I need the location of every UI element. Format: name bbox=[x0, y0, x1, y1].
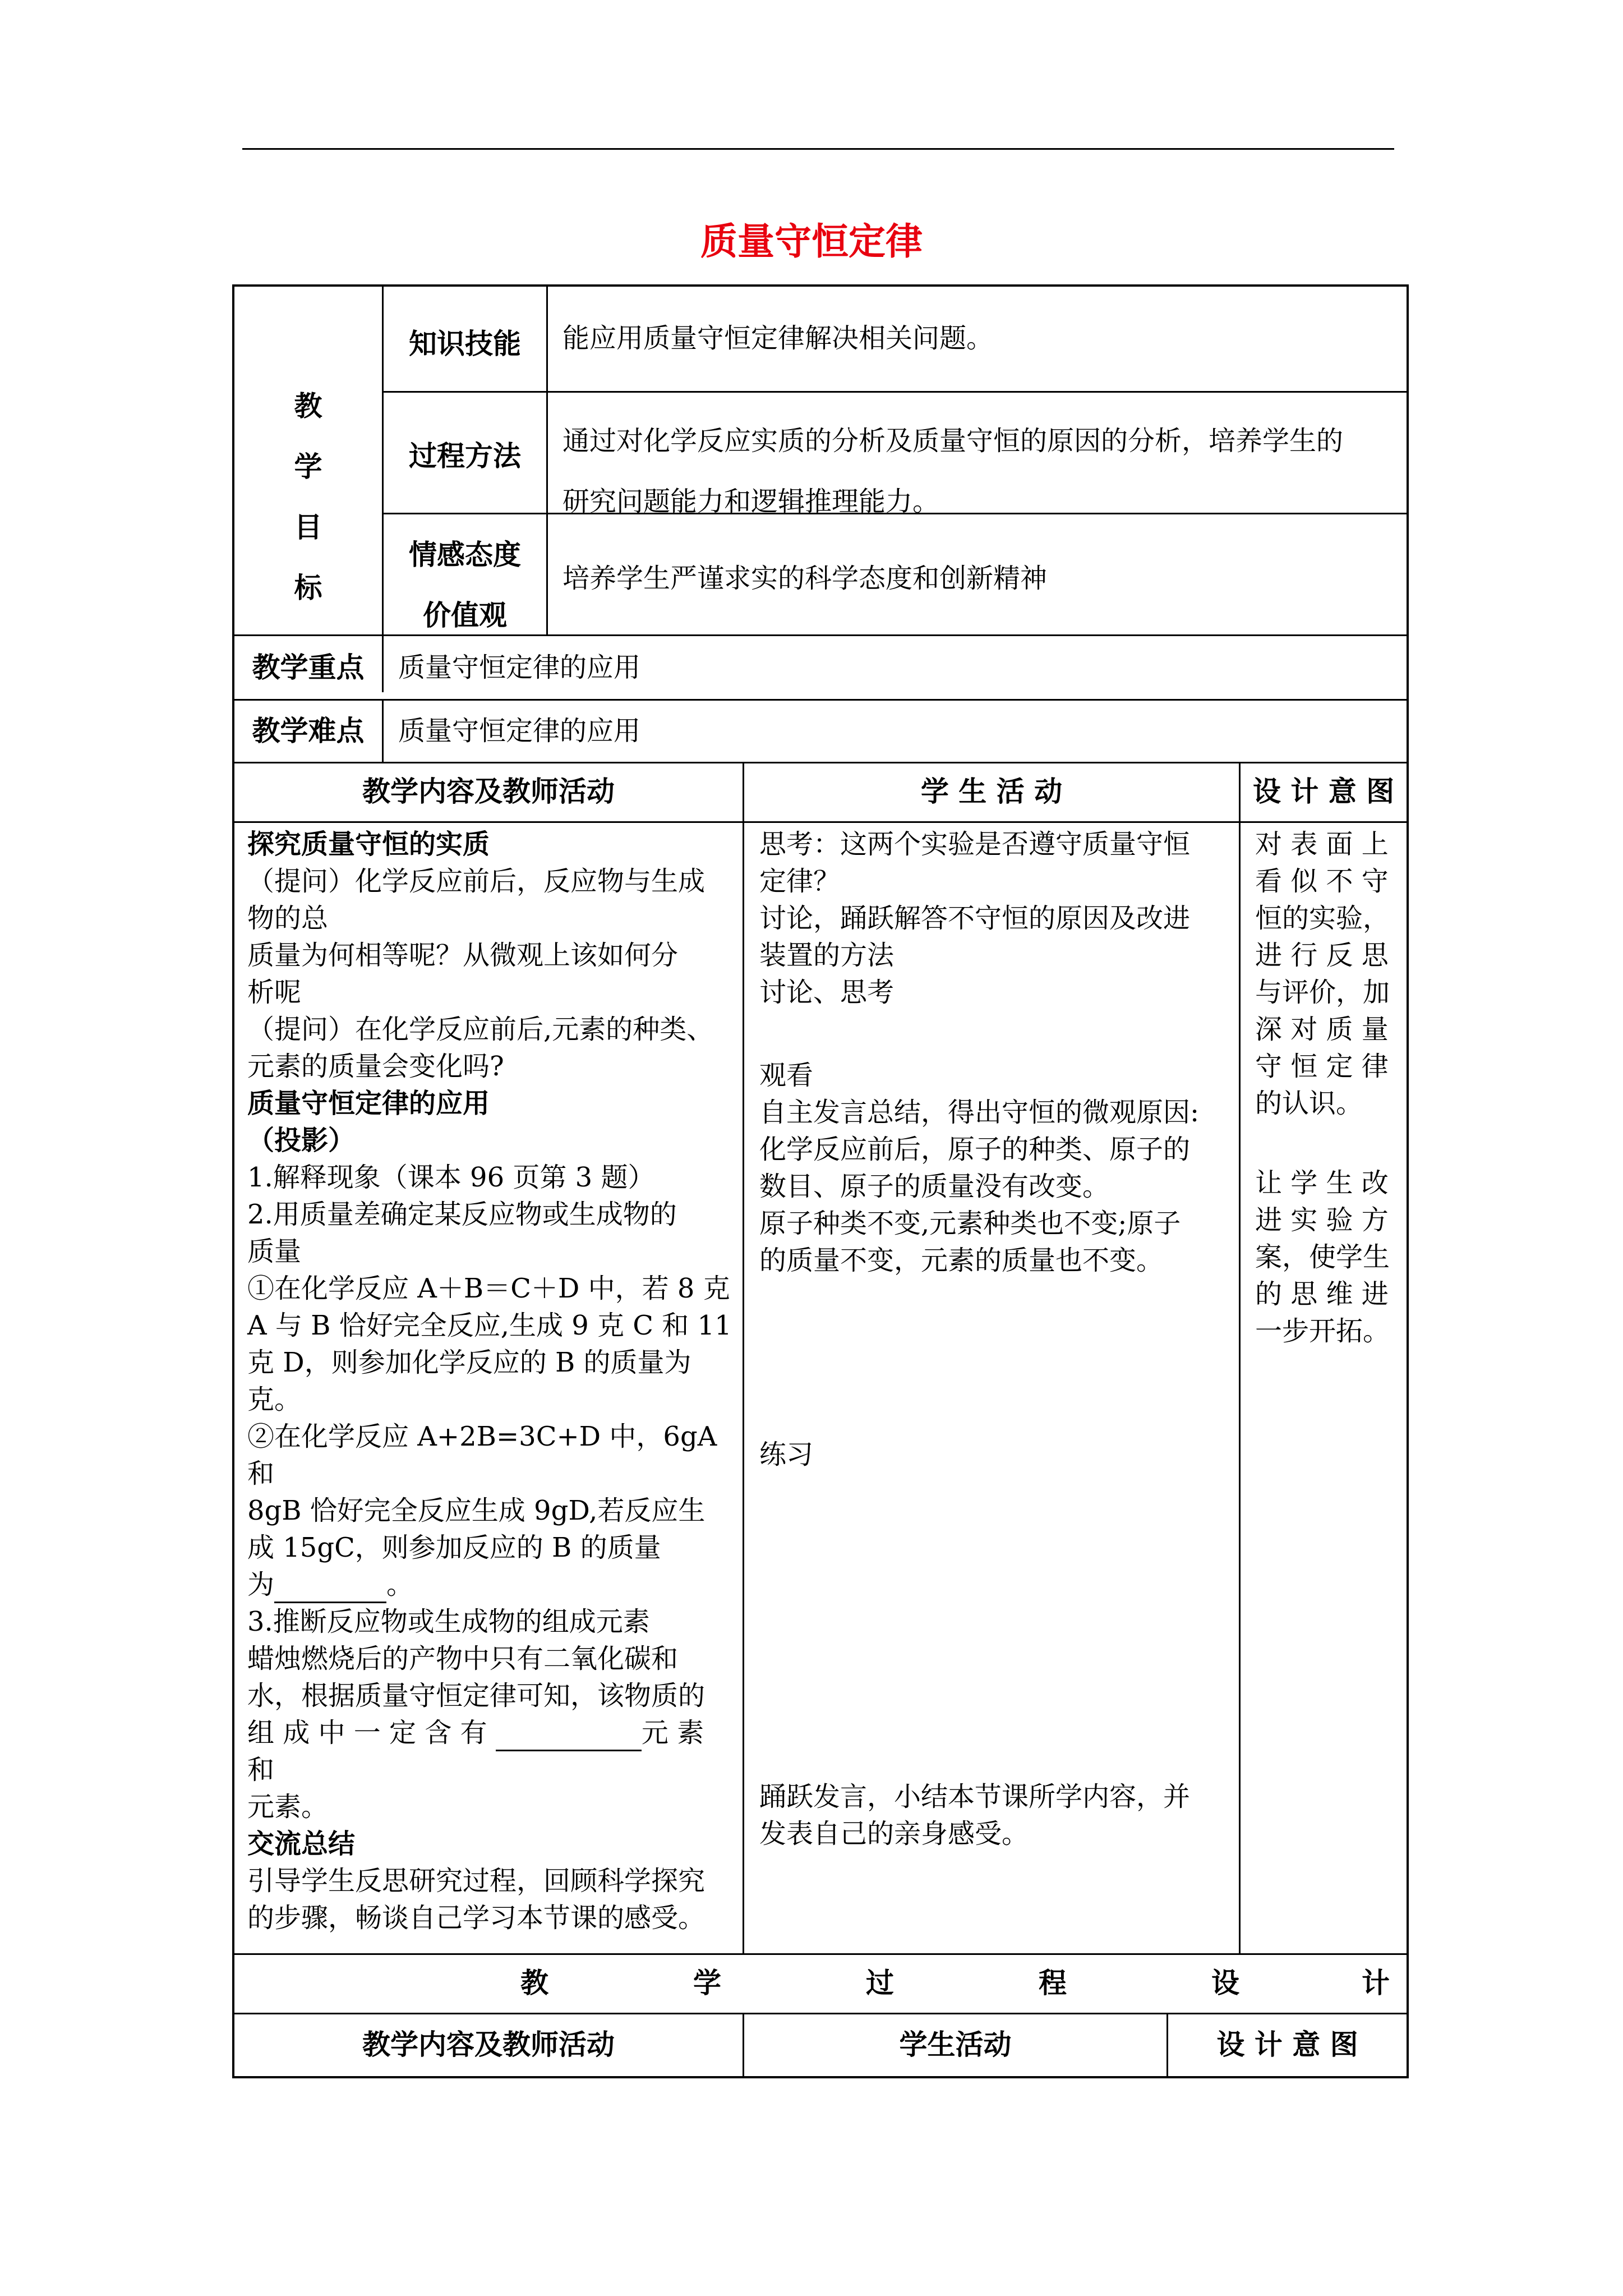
teacher-line bbox=[247, 1418, 735, 1492]
header-design: 设 计 意 图 bbox=[1252, 775, 1395, 808]
teacher-line bbox=[247, 1825, 735, 1862]
teacher-line bbox=[247, 1122, 735, 1159]
page-title: 质量守恒定律 bbox=[700, 219, 923, 263]
teacher-line-text: 引导学生反思研究过程，回顾科学探究 bbox=[247, 1865, 706, 1897]
teacher-line-text: （提问）在化学反应前后,元素的种类、 bbox=[247, 1014, 714, 1045]
answer-blank bbox=[274, 1572, 386, 1603]
teacher-line-text: 3.推断反应物或生成物的组成元素 bbox=[247, 1606, 650, 1637]
footer-header-student: 学生活动 bbox=[899, 2028, 1012, 2061]
teacher-line-text: 8gB 恰好完全反应生成 9gD,若反应生 bbox=[247, 1495, 706, 1526]
design-line: 对 表 面 上 bbox=[1255, 829, 1389, 860]
teacher-line-text: （投影） bbox=[247, 1125, 356, 1156]
student-line: 踊跃发言，小结本节课所学内容，并 bbox=[759, 1781, 1191, 1812]
teacher-line bbox=[247, 1307, 735, 1344]
student-line: 的质量不变，元素的质量也不变。 bbox=[759, 1245, 1164, 1276]
teacher-line bbox=[247, 1381, 735, 1418]
teacher-line-text: 水，根据质量守恒定律可知，该物质的 bbox=[247, 1680, 706, 1711]
design-line: 案，使学生 bbox=[1255, 1241, 1390, 1273]
difficulty-text: 质量守恒定律的应用 bbox=[398, 715, 641, 747]
teacher-line bbox=[247, 1640, 735, 1677]
objective-text-line: 研究问题能力和逻辑推理能力。 bbox=[562, 486, 940, 517]
process-design-char: 过 bbox=[866, 1966, 894, 1999]
objective-label-line: 情感态度 bbox=[409, 538, 521, 571]
teacher-line-text: 为 bbox=[247, 1569, 275, 1600]
teacher-line bbox=[247, 1788, 735, 1825]
teacher-line bbox=[247, 1899, 735, 1936]
student-line: 思考：这两个实验是否遵守质量守恒 bbox=[759, 829, 1191, 860]
design-line: 的认识。 bbox=[1255, 1088, 1363, 1119]
teacher-line bbox=[247, 1529, 735, 1566]
difficulty-label: 教学难点 bbox=[252, 714, 365, 747]
student-line: 装置的方法 bbox=[759, 940, 895, 971]
student-line: 发表自己的亲身感受。 bbox=[759, 1818, 1029, 1849]
design-intent-reflect bbox=[1255, 826, 1401, 1122]
teacher-line-text: 质量 bbox=[247, 1236, 302, 1267]
design-line: 让 学 生 改 bbox=[1255, 1167, 1389, 1199]
process-design-char: 教 bbox=[520, 1966, 548, 1999]
teacher-line bbox=[247, 1270, 735, 1307]
student-line: 练习 bbox=[759, 1439, 814, 1470]
key-point-text: 质量守恒定律的应用 bbox=[398, 652, 641, 683]
objective-label-knowledge: 知识技能 bbox=[409, 327, 521, 360]
teacher-line-text: ②在化学反应 A+2B=3C+D 中，6gA 和 bbox=[247, 1421, 717, 1489]
student-line: 讨论、思考 bbox=[759, 977, 895, 1008]
objective-label-process: 过程方法 bbox=[409, 439, 521, 472]
objectives-label-char: 教 bbox=[294, 389, 322, 422]
teacher-line bbox=[247, 1344, 735, 1381]
teacher-line-text: 克。 bbox=[247, 1384, 302, 1415]
teacher-line-text: 物的总 bbox=[247, 903, 329, 934]
header-student: 学 生 活 动 bbox=[920, 775, 1063, 808]
teacher-line-text: 蜡烛燃烧后的产物中只有二氧化碳和 bbox=[247, 1643, 679, 1674]
teacher-line bbox=[247, 974, 735, 1011]
design-line: 一步开拓。 bbox=[1255, 1315, 1390, 1347]
teacher-line bbox=[247, 1714, 735, 1788]
teacher-line-text: ①在化学反应 A＋B＝C＋D 中，若 8 克 bbox=[247, 1273, 730, 1304]
grid-line bbox=[546, 284, 548, 634]
design-line: 进 实 验 方 bbox=[1255, 1204, 1389, 1236]
teacher-line-text: 成 15gC，则参加反应的 B 的质量 bbox=[247, 1532, 661, 1563]
student-line: 自主发言总结，得出守恒的微观原因: bbox=[759, 1097, 1200, 1128]
design-intent-improve bbox=[1255, 1165, 1401, 1350]
teacher-line-text: 探究质量守恒的实质 bbox=[247, 829, 490, 860]
teacher-line-suffix: 。 bbox=[386, 1569, 414, 1600]
answer-blank bbox=[496, 1720, 642, 1751]
student-line: 原子种类不变,元素种类也不变;原子 bbox=[759, 1208, 1181, 1239]
teacher-line bbox=[247, 1862, 735, 1899]
teacher-line-text: 质量守恒定律的应用 bbox=[247, 1088, 490, 1119]
design-line: 与评价，加 bbox=[1255, 977, 1390, 1008]
teacher-line-text: 质量为何相等呢？从微观上该如何分 bbox=[247, 940, 679, 971]
key-point-label: 教学重点 bbox=[252, 651, 365, 684]
grid-line bbox=[382, 699, 384, 762]
process-design-char: 计 bbox=[1362, 1966, 1390, 1999]
teacher-line bbox=[247, 1677, 735, 1714]
teacher-activities bbox=[247, 826, 735, 1936]
objectives-label-char: 目 bbox=[294, 510, 322, 544]
student-activities-observe bbox=[759, 1057, 1236, 1279]
objective-text-line: 通过对化学反应实质的分析及质量守恒的原因的分析，培养学生的 bbox=[562, 425, 1344, 457]
teacher-line-text: 克 D，则参加化学反应的 B 的质量为 bbox=[247, 1347, 691, 1378]
teacher-line bbox=[247, 1603, 735, 1640]
teacher-line-text: 交流总结 bbox=[247, 1828, 356, 1860]
grid-line bbox=[232, 1953, 1409, 1955]
teacher-line bbox=[247, 1233, 735, 1270]
teacher-line-suffix: 元 素 和 bbox=[247, 1717, 704, 1786]
header-rule bbox=[242, 148, 1394, 150]
teacher-line-text: A 与 B 恰好完全反应,生成 9 克 C 和 11 bbox=[247, 1310, 732, 1341]
footer-header-teacher: 教学内容及教师活动 bbox=[362, 2028, 615, 2061]
process-design-char: 学 bbox=[693, 1966, 721, 1999]
teacher-line bbox=[247, 1085, 735, 1122]
objective-label-attitude bbox=[384, 524, 546, 646]
objectives-label-char: 学 bbox=[294, 450, 322, 483]
teacher-line-text: 元素。 bbox=[247, 1791, 329, 1823]
grid-line bbox=[232, 699, 1409, 701]
grid-line bbox=[232, 762, 1409, 763]
teacher-line-text: （提问）化学反应前后，反应物与生成 bbox=[247, 866, 706, 897]
grid-line bbox=[1239, 762, 1241, 1953]
design-line: 守 恒 定 律 bbox=[1255, 1051, 1389, 1082]
teacher-line bbox=[247, 1048, 735, 1085]
grid-line bbox=[232, 2013, 1409, 2014]
objectives-label-char: 标 bbox=[294, 571, 322, 604]
teacher-line-text: 组 成 中 一 定 含 有 bbox=[247, 1717, 496, 1749]
grid-line bbox=[382, 391, 1409, 393]
student-activities-think bbox=[759, 826, 1230, 1011]
teacher-line-text: 元素的质量会变化吗? bbox=[247, 1051, 504, 1082]
teacher-line bbox=[247, 937, 735, 974]
teacher-line bbox=[247, 900, 735, 937]
objective-text-process bbox=[562, 411, 1404, 532]
objective-label-line: 价值观 bbox=[423, 599, 507, 632]
teacher-line-text: 1.解释现象（课本 96 页第 3 题） bbox=[247, 1162, 655, 1193]
student-line: 观看 bbox=[759, 1060, 814, 1091]
student-line: 数目、原子的质量没有改变。 bbox=[759, 1171, 1110, 1202]
design-line: 深 对 质 量 bbox=[1255, 1014, 1389, 1045]
objective-text-attitude: 培养学生严谨求实的科学态度和创新精神 bbox=[562, 563, 1048, 594]
process-design-char: 设 bbox=[1211, 1966, 1239, 1999]
teacher-line bbox=[247, 1196, 735, 1233]
teacher-line bbox=[247, 1159, 735, 1196]
student-line: 化学反应前后，原子的种类、原子的 bbox=[759, 1134, 1191, 1165]
design-line: 进 行 反 思 bbox=[1255, 940, 1389, 971]
student-activities-summary bbox=[759, 1778, 1230, 1852]
design-line: 的 思 维 进 bbox=[1255, 1278, 1389, 1310]
design-line: 恒的实验， bbox=[1255, 903, 1390, 934]
student-line: 讨论，踊跃解答不守恒的原因及改进 bbox=[759, 903, 1191, 934]
teacher-line bbox=[247, 863, 735, 900]
teacher-line bbox=[247, 1492, 735, 1529]
teacher-line bbox=[247, 1566, 735, 1603]
student-line: 定律？ bbox=[759, 866, 841, 897]
teacher-line bbox=[247, 826, 735, 863]
grid-line bbox=[232, 821, 1409, 823]
objective-text-knowledge: 能应用质量守恒定律解决相关问题。 bbox=[562, 323, 994, 354]
grid-line bbox=[743, 762, 744, 1953]
process-design-char: 程 bbox=[1039, 1966, 1067, 1999]
objectives-label bbox=[234, 376, 382, 618]
header-teacher: 教学内容及教师活动 bbox=[362, 775, 615, 808]
teacher-line-text: 2.用质量差确定某反应物或生成物的 bbox=[247, 1199, 677, 1230]
design-line: 看 似 不 守 bbox=[1255, 866, 1389, 897]
teacher-line bbox=[247, 1011, 735, 1048]
footer-header-design: 设 计 意 图 bbox=[1216, 2028, 1358, 2061]
student-activities-practice bbox=[759, 1436, 1230, 1473]
teacher-line-text: 析呢 bbox=[247, 977, 302, 1008]
teacher-line-text: 的步骤，畅谈自己学习本节课的感受。 bbox=[247, 1902, 706, 1934]
